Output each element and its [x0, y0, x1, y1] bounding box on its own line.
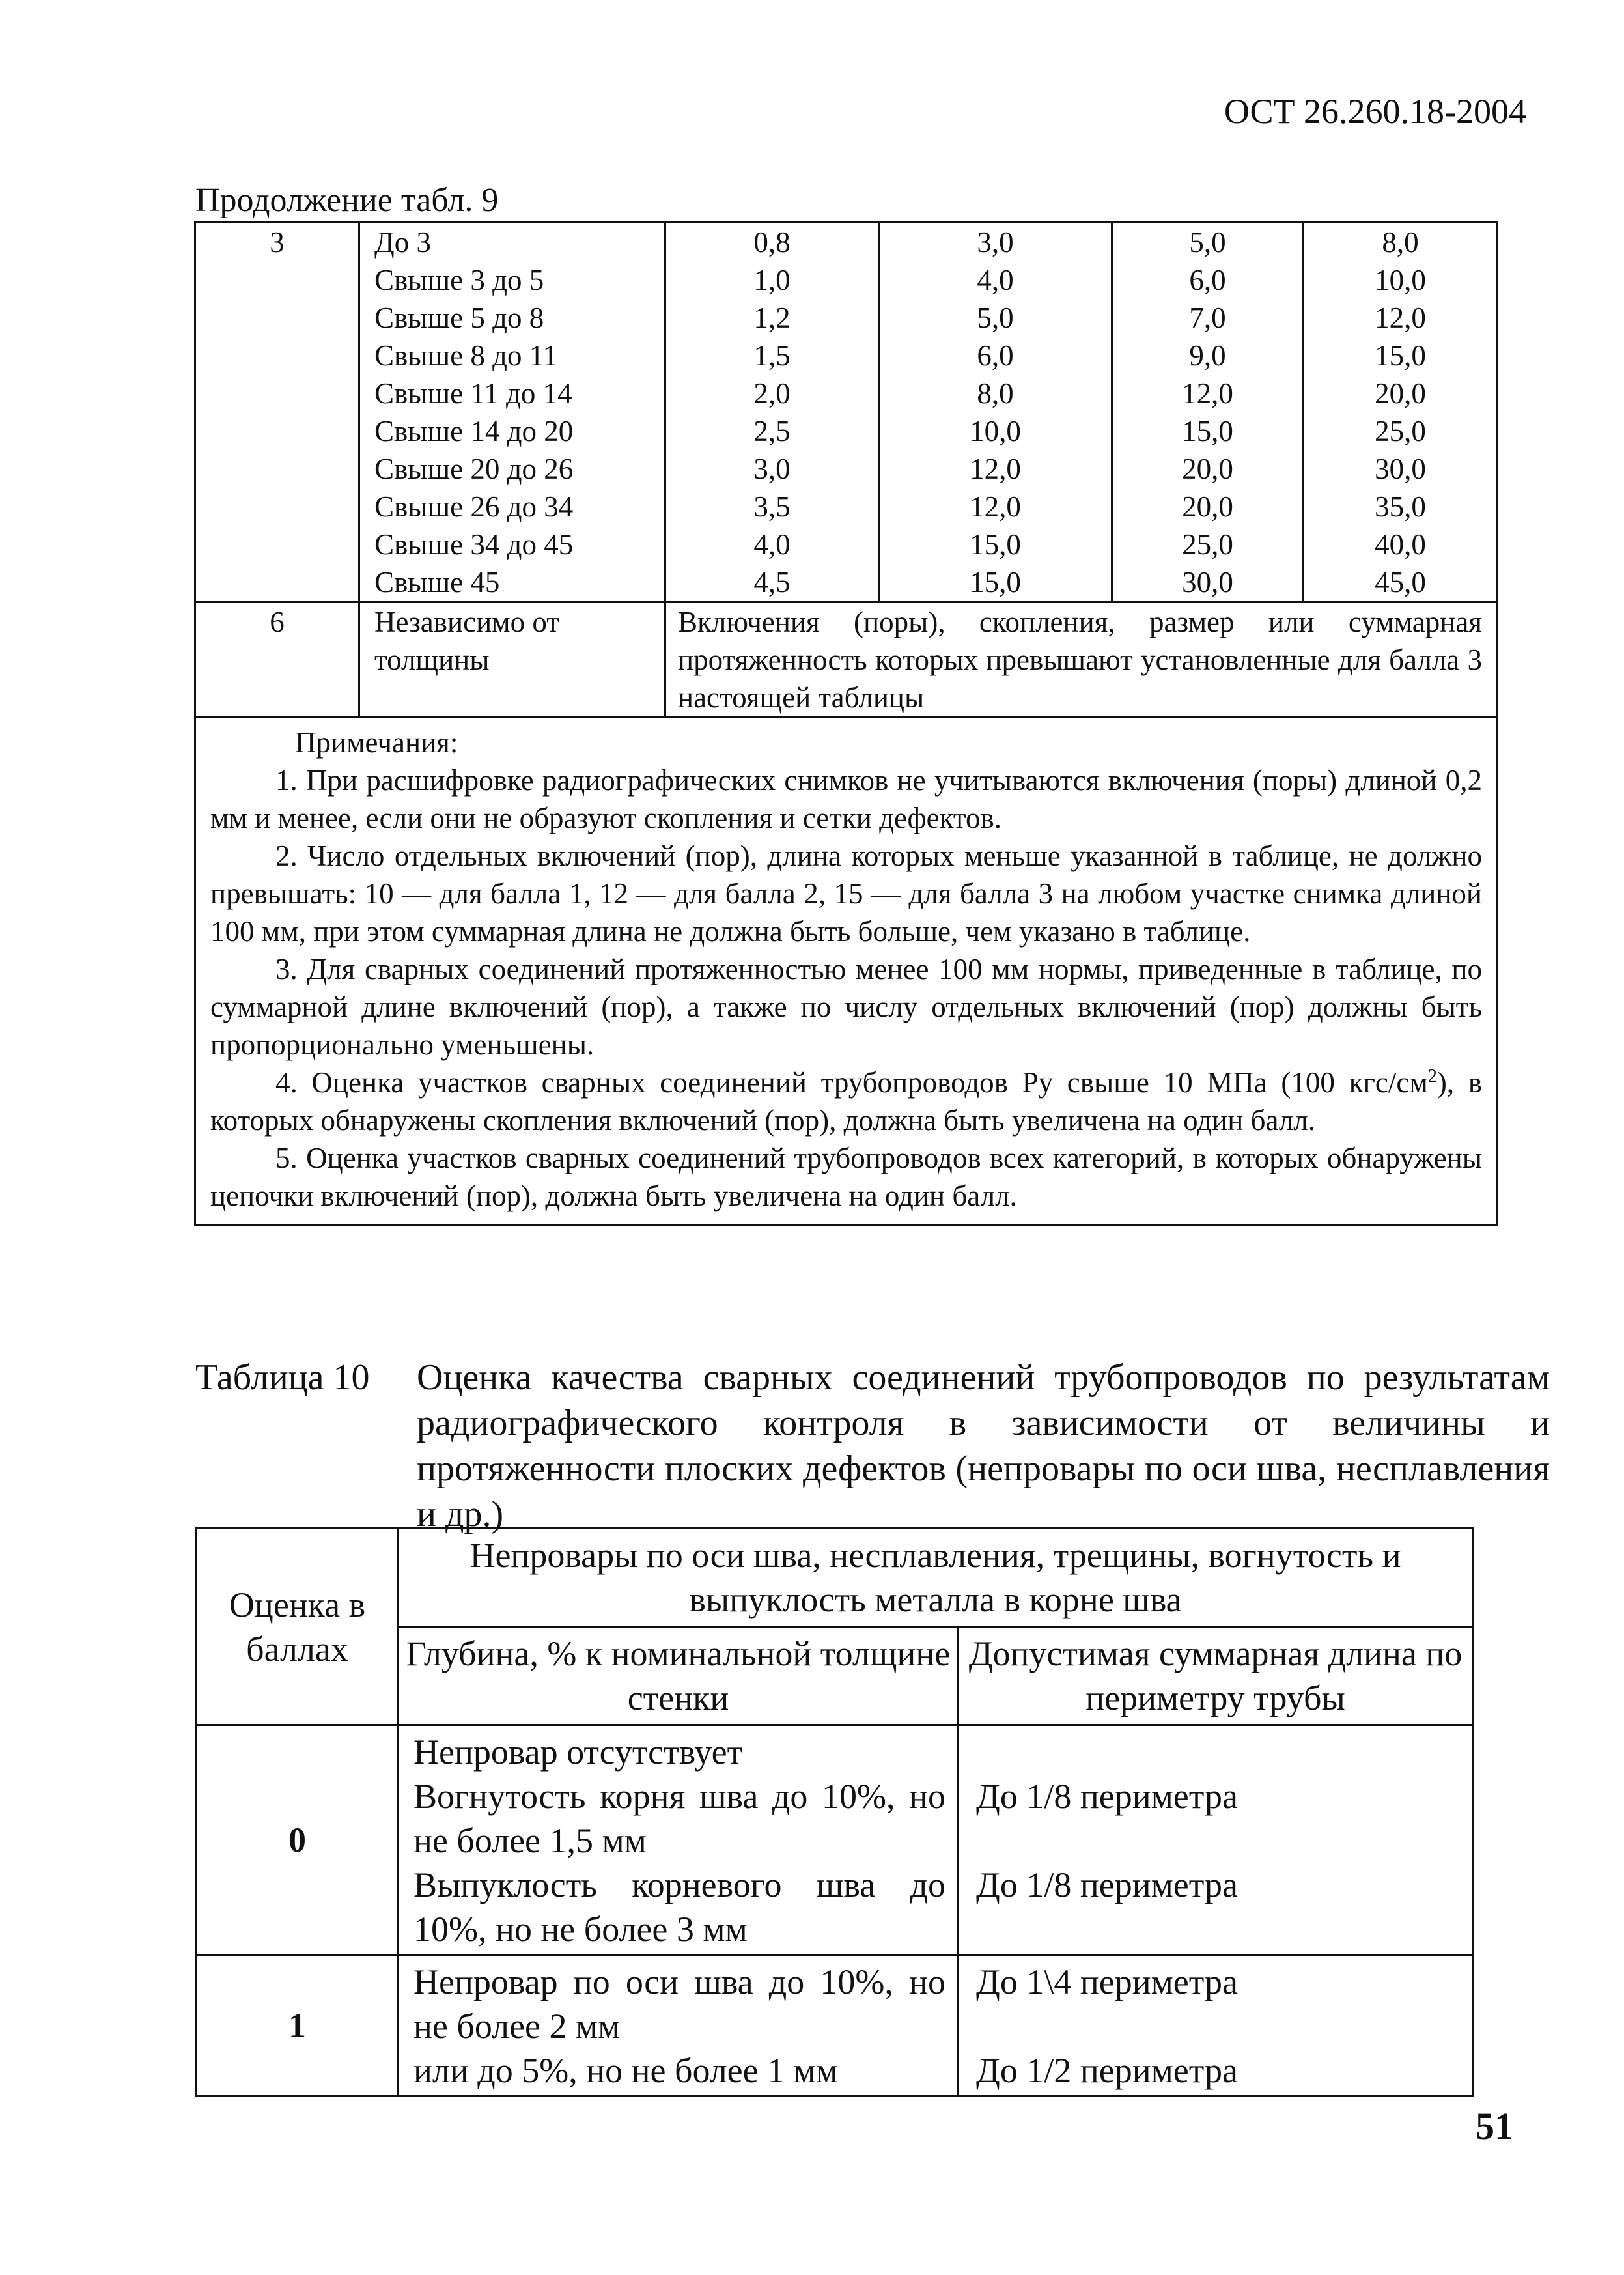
page-number: 51 [1476, 2105, 1513, 2147]
notes-cell [195, 718, 1498, 1225]
thickness-cell: До 3 Свыше 3 до 5 Свыше 5 до 8 Свыше 8 до 11 Свыше 11 до 14 Свыше 14 до 20 Свыше 20 до 26 Свыше 26 до 34 Свыше 34 до 45 Свыше 45 [359, 223, 665, 602]
length-cell [959, 1725, 1473, 1955]
note-1: 1. При расшифровке радиографических снимков не учитываются включения (поры) длиной 0,2 мм и менее, если они не образуют скопления и сетки дефектов. [210, 764, 1482, 834]
depth-line: Выпуклость корневого шва до 10%, но не более 3 мм [413, 1865, 945, 1949]
table-10-title: Оценка качества сварных соединений трубопроводов по результатам радиографического контроля в зависимости от величины и протяженности плоских дефектов (непровары по оси шва, несплавления и др.) [417, 1357, 1550, 1534]
value-column-3: 5,0 6,0 7,0 9,0 12,0 15,0 20,0 20,0 25,0 30,0 [1112, 223, 1304, 602]
grade-cell: 0 [197, 1725, 399, 1955]
document-code: ОСТ 26.260.18-2004 [1224, 92, 1526, 131]
value-column-4: 8,0 10,0 12,0 15,0 20,0 25,0 30,0 35,0 40,0 45,0 [1304, 223, 1498, 602]
length-line: До 1/8 периметра [976, 1865, 1238, 1904]
notes-row [195, 718, 1498, 1225]
depth-cell [399, 1725, 959, 1955]
depth-line: Непровар по оси шва до 10%, но не более 2 мм [413, 1962, 945, 2046]
header-depth: Глубина, % к номинальной толщине стенки [399, 1627, 959, 1725]
grade-cell: 3 [195, 223, 359, 602]
depth-line: или до 5%, но не более 1 мм [413, 2051, 838, 2090]
note-2: 2. Число отдельных включений (пор), длина которых меньше указанной в таблице, не должно превышать: 10 — для балла 1, 12 — для балла 2, 15 — для балла 3 на любом участке снимка длиной 100 мм, при этом суммарная длина не должна быть больше, чем указано в таблице. [210, 840, 1482, 948]
length-line: До 1/2 периметра [976, 2051, 1238, 2090]
depth-line: Вогнутость корня шва до 10%, но не более 1,5 мм [413, 1777, 945, 1860]
table-continuation-label: Продолжение табл. 9 [195, 182, 499, 219]
table-10 [195, 1527, 1474, 2097]
length-cell [959, 1955, 1473, 2097]
table-row-grade-3 [195, 223, 1498, 602]
length-line: До 1\4 периметра [976, 1962, 1238, 2001]
table-10-caption [195, 1355, 1550, 1537]
note-5: 5. Оценка участков сварных соединений трубопроводов всех категорий, в которых обнаружены цепочки включений (пор), должна быть увеличена на один балл. [210, 1142, 1482, 1212]
note-4: 4. Оценка участков сварных соединений трубопроводов Pу свыше 10 МПа (100 кгс/$см^2$), в которых обнаружены скопления включений (пор), должна быть увеличена на один балл. [210, 1066, 1482, 1137]
table-10-label: Таблица 10 [195, 1357, 370, 1398]
value-column-2: 3,0 4,0 5,0 6,0 8,0 10,0 12,0 12,0 15,0 15,0 [879, 223, 1112, 602]
depth-cell [399, 1955, 959, 2097]
notes-title: Примечания: [295, 726, 458, 759]
length-line: До 1/8 периметра [976, 1777, 1238, 1816]
table-row-grade-1 [197, 1955, 1473, 2097]
table-row-grade-6 [195, 602, 1498, 718]
header-length: Допустимая суммарная длина по периметру трубы [959, 1627, 1473, 1725]
table-row-grade-0 [197, 1725, 1473, 1955]
header-defects-group: Непровары по оси шва, несплавления, трещины, вогнутость и выпуклость металла в корне шва [399, 1529, 1473, 1627]
note-3: 3. Для сварных соединений протяженностью менее 100 мм нормы, приведенные в таблице, по суммарной длине включений (пор), а также по числу отдельных включений (пор) должны быть пропорционально уменьшены. [210, 953, 1482, 1061]
grade-cell: 6 [195, 602, 359, 718]
depth-line: Непровар отсутствует [413, 1732, 743, 1772]
header-grade: Оценка в баллах [197, 1529, 399, 1725]
grade-cell: 1 [197, 1955, 399, 2097]
defect-description: Включения (поры), скопления, размер или суммарная протяженность которых превышают установленные для балла 3 настоящей таблицы [665, 602, 1498, 718]
table-9-continuation [194, 221, 1498, 1226]
thickness-cell: Независимо от толщины [359, 602, 665, 718]
value-column-1: 0,8 1,0 1,2 1,5 2,0 2,5 3,0 3,5 4,0 4,5 [665, 223, 879, 602]
table-header-row-1 [197, 1529, 1473, 1627]
